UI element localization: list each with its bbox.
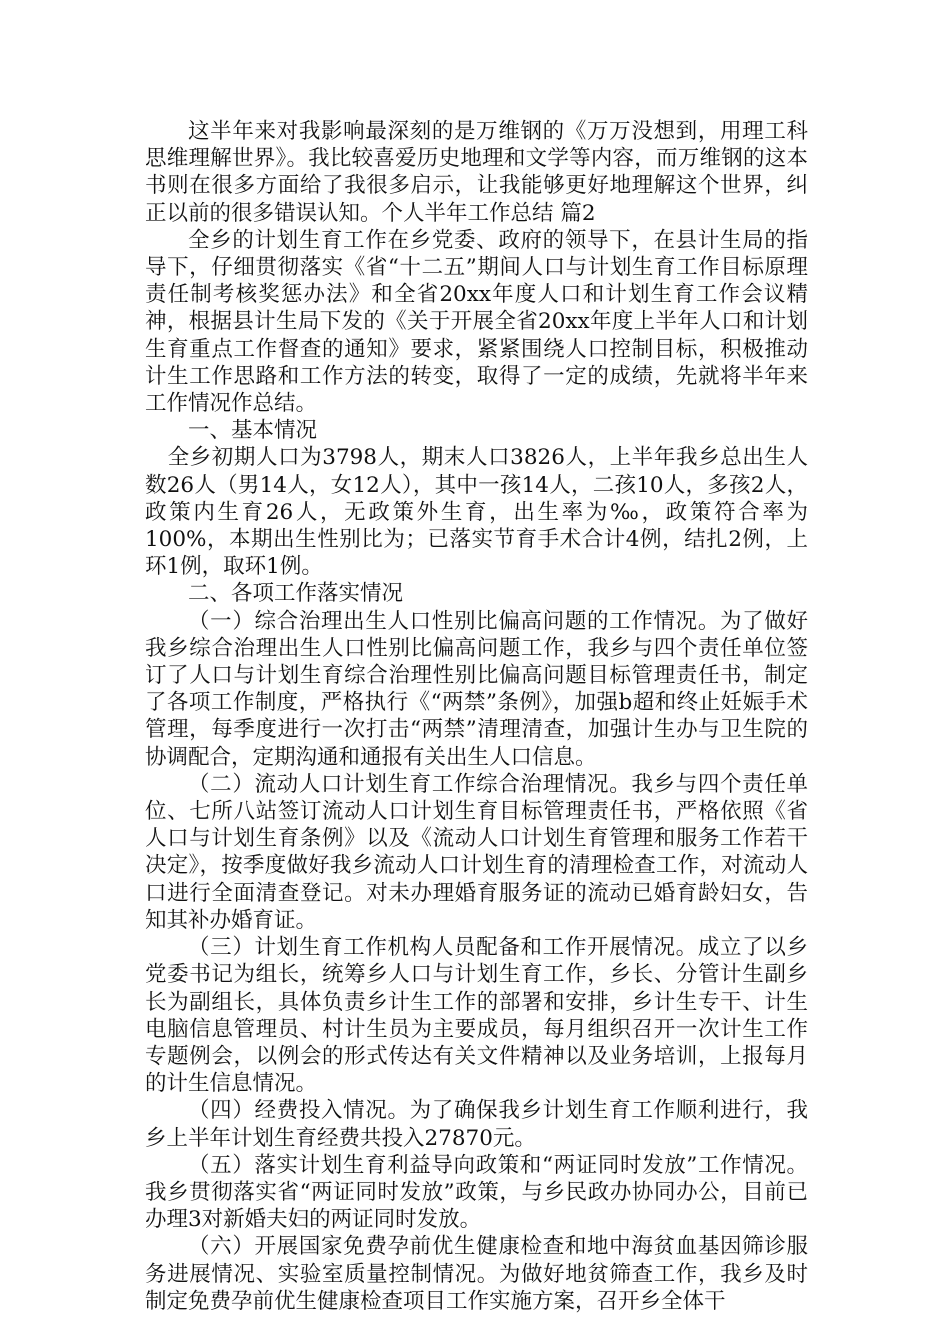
paragraph-item-4: （四）经费投入情况。为了确保我乡计划生育工作顺利进行，我乡上半年计划生育经费共投入27870元。	[145, 1098, 808, 1151]
paragraph-item-2: （二）流动人口计划生育工作综合治理情况。我乡与四个责任单位、七所八站签订流动人口计划生育目标管理责任书，严格依照《省人口与计划生育条例》以及《流动人口计划生育管理和服务工作若干决定》，按季度做好我乡流动人口计划生育的清理检查工作，对流动人口进行全面清查登记。对未办理婚育服务证的流动已婚育龄妇女，告知其补办婚育证。	[145, 771, 808, 933]
section-heading-basic-situation: 一、基本情况	[188, 418, 318, 444]
paragraph-item-1: （一）综合治理出生人口性别比偏高问题的工作情况。为了做好我乡综合治理出生人口性别比偏高问题工作，我乡与四个责任单位签订了人口与计划生育综合治理性别比偏高问题目标管理责任书，制定了各项工作制度，严格执行《“两禁”条例》，加强b超和终止妊娠手术管理，每季度进行一次打击“两禁”清理清查，加强计生办与卫生院的协调配合，定期沟通和通报有关出生人口信息。	[145, 608, 808, 770]
paragraph-item-5: （五）落实计划生育利益导向政策和“两证同时发放”工作情况。我乡贯彻落实省“两证同时发放”政策，与乡民政办协同办公，目前已办理3对新婚夫妇的两证同时发放。	[145, 1152, 808, 1233]
paragraph-item-6: （六）开展国家免费孕前优生健康检查和地中海贫血基因筛诊服务进展情况、实验室质量控制情况。为做好地贫筛查工作，我乡及时制定免费孕前优生健康检查项目工作实施方案，召开乡全体干	[145, 1234, 808, 1314]
paragraph-item-3: （三）计划生育工作机构人员配备和工作开展情况。成立了以乡党委书记为组长，统筹乡人口与计划生育工作，乡长、分管计生副乡长为副组长，具体负责乡计生工作的部署和安排，乡计生专干、计生电脑信息管理员、村计生员为主要成员，每月组织召开一次计生工作专题例会，以例会的形式传达有关文件精神以及业务培训，上报每月的计生信息情况。	[145, 935, 808, 1097]
paragraph-introduction: 全乡的计划生育工作在乡党委、政府的领导下，在县计生局的指导下，仔细贯彻落实《省“十二五”期间人口与计划生育工作目标原理责任制考核奖惩办法》和全省20xx年度人口和计划生育工作会议精神，根据县计生局下发的《关于开展全省20xx年度上半年人口和计划生育重点工作督查的通知》要求，紧紧围绕人口控制目标，积极推动计生工作思路和工作方法的转变，取得了一定的成绩，先就将半年来工作情况作总结。	[145, 227, 808, 417]
section-heading-work-implementation: 二、各项工作落实情况	[188, 581, 404, 607]
document-body	[145, 118, 808, 1315]
paragraph-population-stats: 全乡初期人口为3798人，期末人口3826人，上半年我乡总出生人数26人（男14人，女12人），其中一孩14人，二孩10人，多孩2人，政策内生育26人，无政策外生育，出生率为‰，政策符合率为100%，本期出生性别比为；已落实节育手术合计4例，结扎2例，上环1例，取环1例。	[145, 445, 808, 580]
paragraph-reading-reflection: 这半年来对我影响最深刻的是万维钢的《万万没想到，用理工科思维理解世界》。我比较喜爱历史地理和文学等内容，而万维钢的这本书则在很多方面给了我很多启示，让我能够更好地理解这个世界，纠正以前的很多错误认知。个人半年工作总结 篇2	[145, 119, 808, 226]
